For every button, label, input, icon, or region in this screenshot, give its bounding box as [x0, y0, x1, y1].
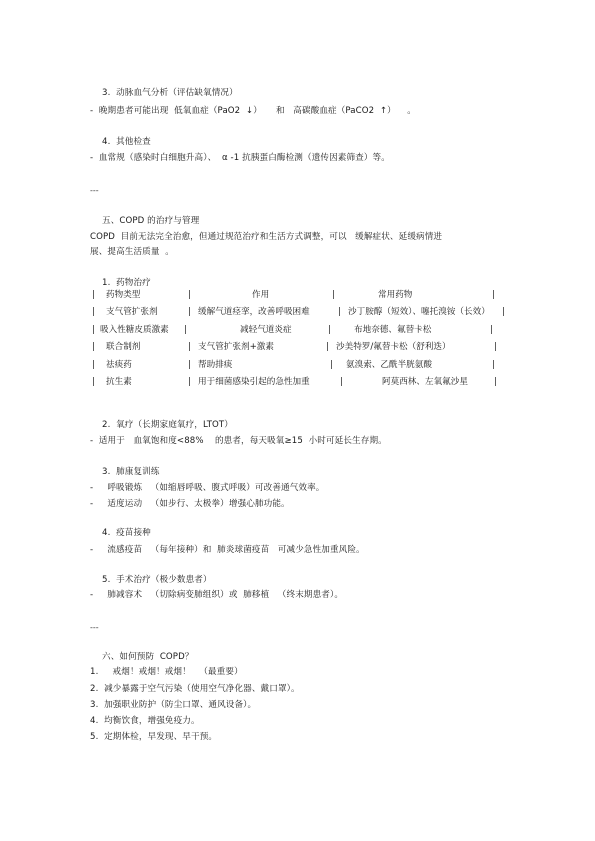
- section-heading: 3. 动脉血气分析（评估缺氧情况）: [102, 88, 238, 98]
- section-heading: 3. 肺康复训练: [102, 467, 160, 477]
- table-row: | 祛痰药 | 帮助排痰 | 氨溴索、乙酰半胱氨酸 |: [92, 359, 495, 370]
- table-cell: 沙美特罗/氟替卡松（舒利迭）: [336, 342, 451, 353]
- list-item: 5. 定期体检，早发现、早干预。: [90, 732, 218, 742]
- bullet-item: - 呼吸锻炼 （如缩唇呼吸、腹式呼吸）可改善通气效率。: [90, 483, 325, 493]
- table-cell: 减轻气道炎症: [240, 324, 292, 335]
- section-heading: 5. 手术治疗（极少数患者）: [102, 575, 212, 585]
- chapter-heading: 五、COPD 的治疗与管理: [102, 216, 200, 226]
- table-cell: 帮助排痰: [198, 359, 233, 370]
- bullet-item: - 肺减容术 （切除病变肺组织）或 肺移植 （终末期患者）。: [90, 590, 344, 600]
- table-cell: 支气管扩张剂: [106, 307, 158, 318]
- table-header-cell: 药物类型: [106, 290, 141, 300]
- table-cell: 缓解气道痉挛，改善呼吸困难: [198, 307, 310, 318]
- drug-table: [90, 290, 505, 394]
- table-row: | 支气管扩张剂 | 缓解气道痉挛，改善呼吸困难 | 沙丁胺醇（短效）、噻托溴铵（长效） |: [92, 307, 505, 318]
- table-cell: 联合制剂: [106, 342, 141, 353]
- list-item: 3. 加强职业防护（防尘口罩、通风设备）。: [90, 700, 257, 710]
- table-cell: 支气管扩张剂+激素: [198, 342, 274, 353]
- table-cell: 用于细菌感染引起的急性加重: [198, 376, 310, 387]
- table-header-cell: 常用药物: [378, 290, 413, 300]
- section-heading: 2. 氧疗（长期家庭氧疗，LTOT）: [102, 420, 233, 430]
- separator: ---: [90, 186, 99, 195]
- bullet-item: - 流感疫苗 （每年接种）和 肺炎球菌疫苗 可减少急性加重风险。: [90, 545, 365, 555]
- list-item: 4. 均衡饮食，增强免疫力。: [90, 716, 200, 726]
- chapter-heading: 六、如何预防 COPD？: [102, 652, 194, 662]
- table-header-cell: 作用: [252, 290, 270, 300]
- list-item: 1. 戒烟！戒烟！戒烟！ （最重要）: [90, 667, 243, 677]
- list-item: 2. 减少暴露于空气污染（使用空气净化器、戴口罩）。: [90, 684, 300, 694]
- bullet-item: - 血常规（感染时白细胞升高）、 α -1 抗胰蛋白酶检测（遗传因素筛查）等。: [90, 153, 390, 163]
- bullet-item: - 适用于 血氧饱和度<88% 的患者，每天吸氧≥15 小时可延长生存期。: [90, 436, 387, 446]
- table-cell: 布地奈德、氟替卡松: [354, 324, 432, 335]
- section-heading: 1. 药物治疗: [102, 278, 151, 288]
- bullet-item: - 适度运动 （如步行、太极拳）增强心肺功能。: [90, 499, 290, 509]
- table-cell: 抗生素: [106, 376, 132, 387]
- table-header-row: | 药物类型 | 作用 | 常用药物 |: [92, 290, 495, 300]
- section-heading: 4. 其他检查: [102, 137, 151, 147]
- table-row: | 抗生素 | 用于细菌感染引起的急性加重 | 阿莫西林、左氧氟沙星 |: [92, 376, 497, 387]
- bullet-item: - 晚期患者可能出现 低氧血症（PaO2 ↓） 和 高碳酸血症（PaCO2 ↑） 。: [90, 106, 416, 116]
- table-cell: 氨溴索、乙酰半胱氨酸: [346, 359, 432, 370]
- table-row: | 吸入性糖皮质激素 | 减轻气道炎症 | 布地奈德、氟替卡松 |: [92, 324, 493, 335]
- separator: ---: [90, 623, 99, 632]
- paragraph-line: 展、提高生活质量 。: [90, 247, 174, 257]
- table-row: | 联合制剂 | 支气管扩张剂+激素 | 沙美特罗/氟替卡松（舒利迭） |: [92, 342, 497, 353]
- table-cell: 沙丁胺醇（短效）、噻托溴铵（长效）: [348, 307, 490, 318]
- table-cell: 祛痰药: [106, 359, 132, 370]
- paragraph-line: COPD 目前无法完全治愈，但通过规范治疗和生活方式调整，可以 缓解症状、延缓病情进: [90, 232, 443, 242]
- table-cell: 阿莫西林、左氧氟沙星: [382, 376, 468, 387]
- table-cell: 吸入性糖皮质激素: [100, 324, 169, 335]
- section-heading: 4. 疫苗接种: [102, 528, 151, 538]
